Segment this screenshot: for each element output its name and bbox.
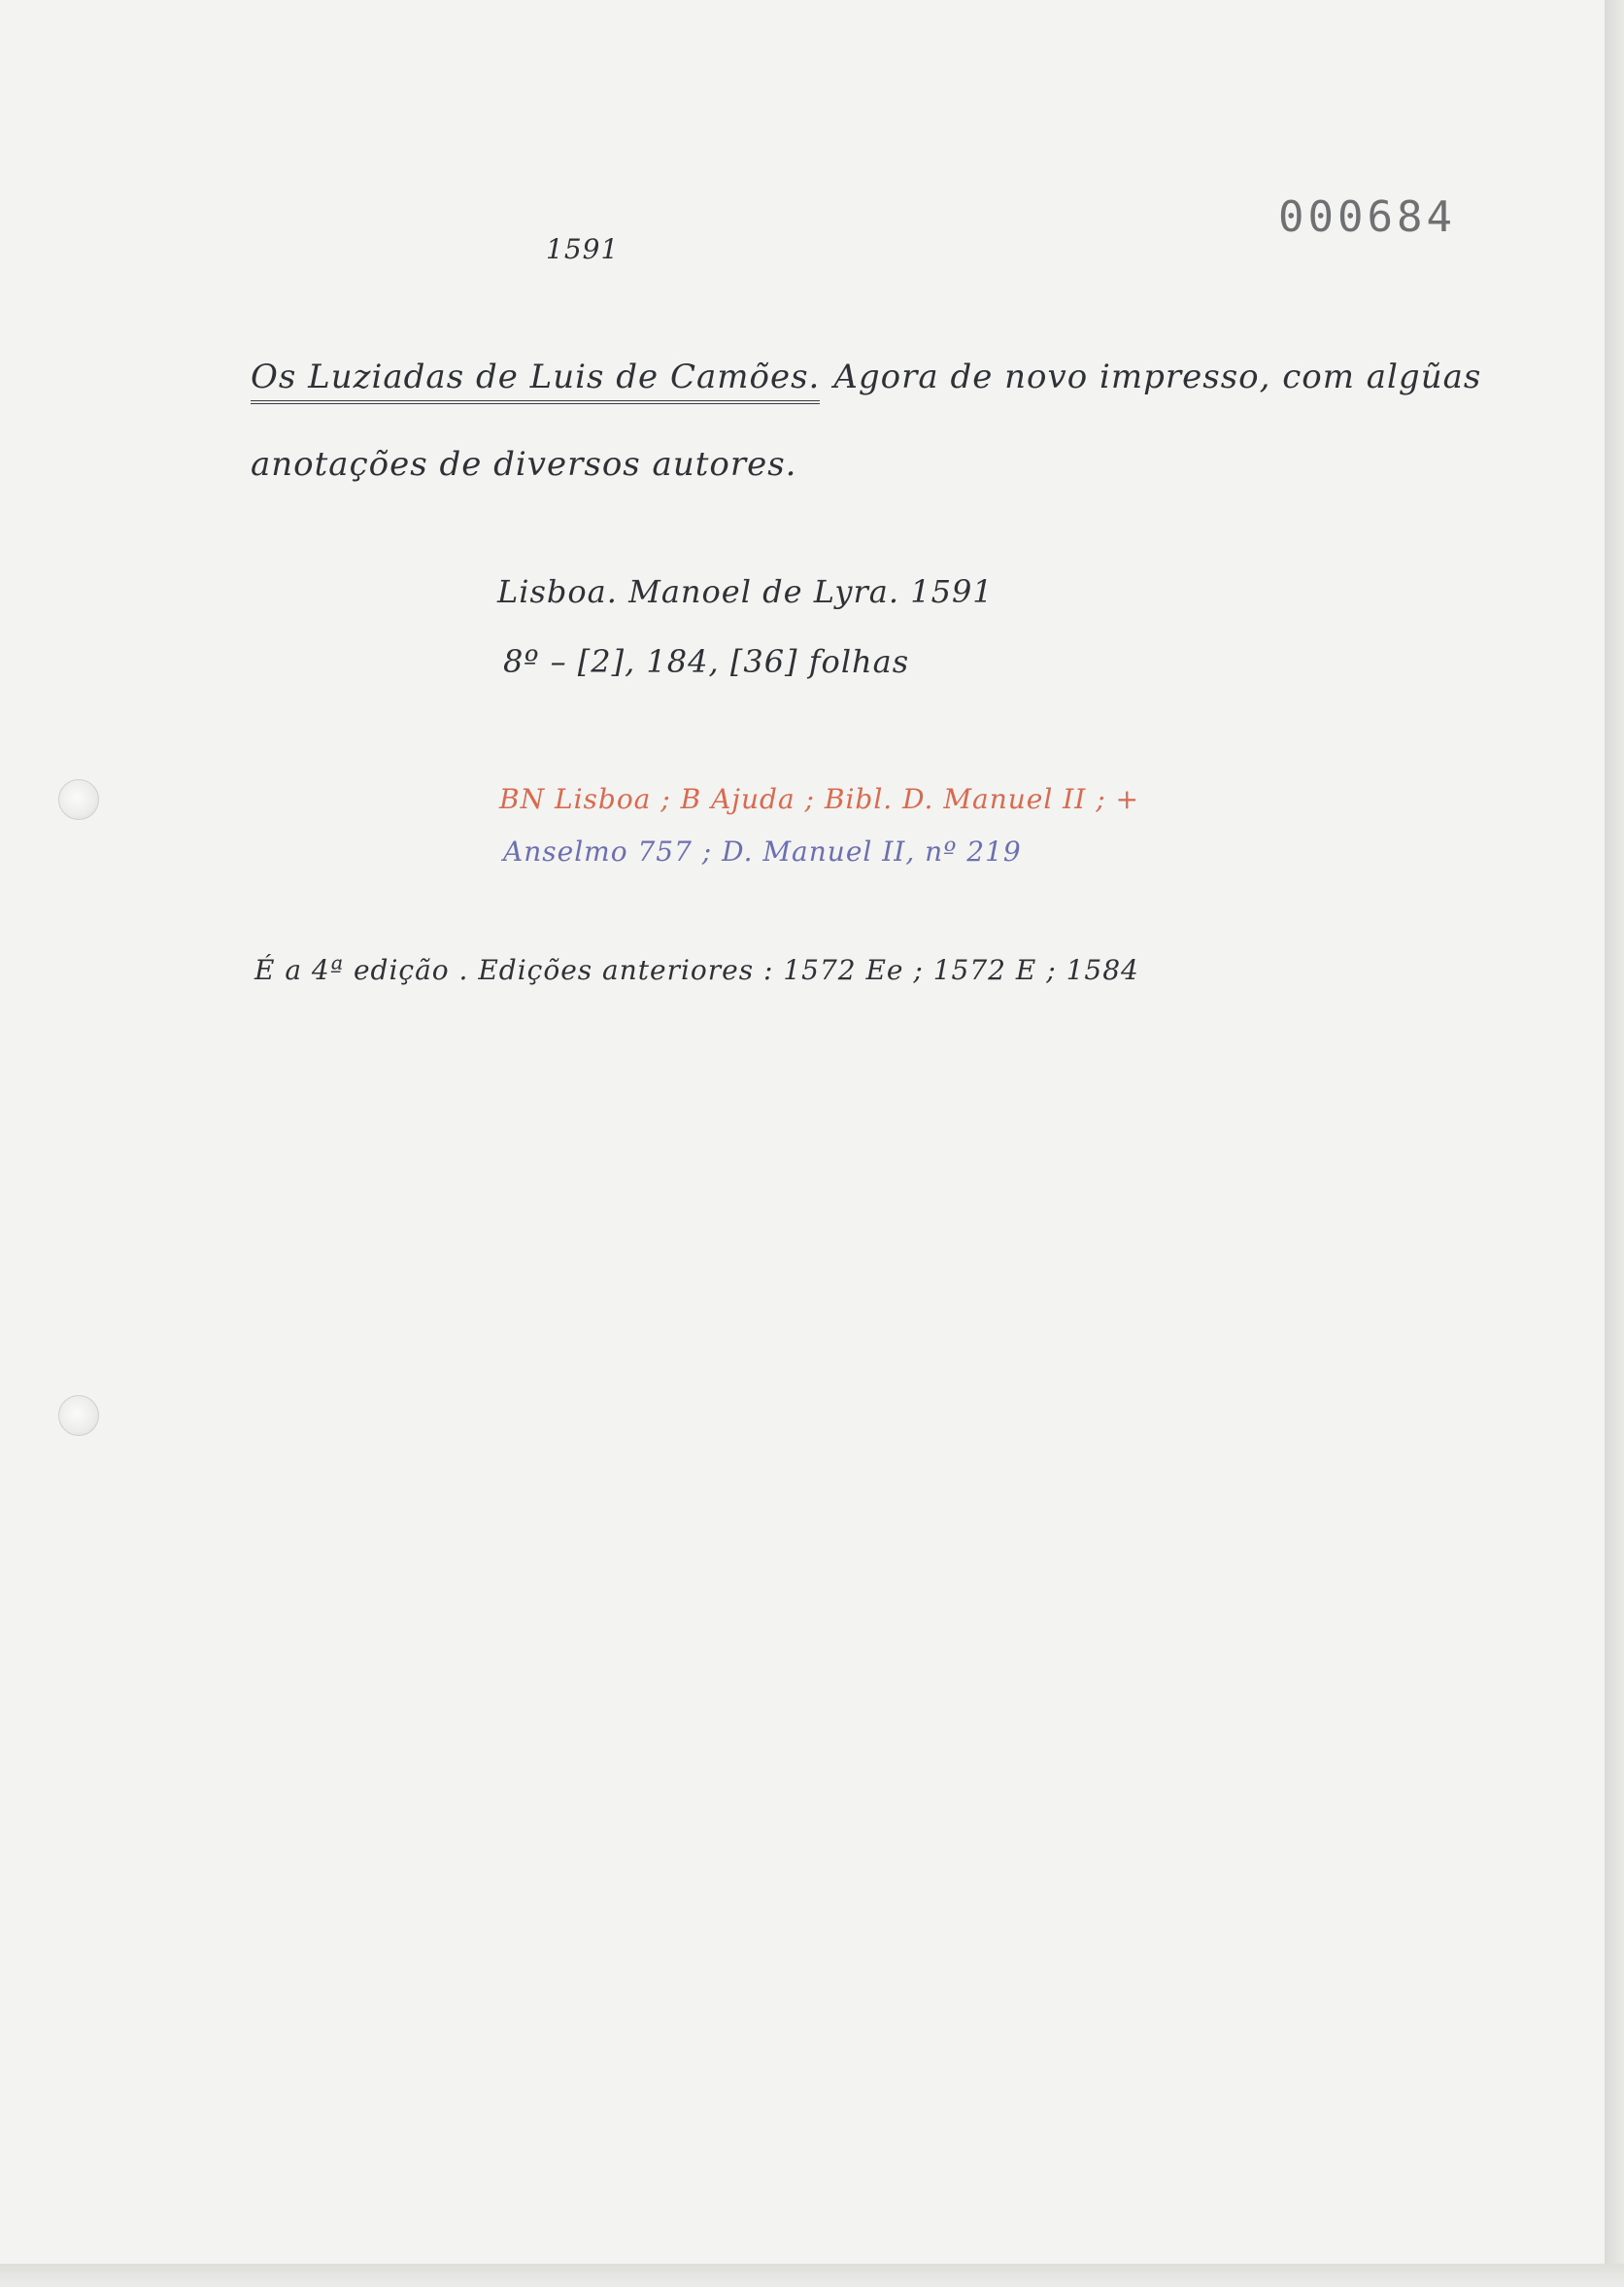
punch-hole-top [58,779,99,820]
collation: 8º – [2], 184, [36] folhas [503,643,910,680]
stamp-number: 000684 [1278,192,1456,242]
scan-edge-right [1605,0,1624,2287]
edition-note: É a 4ª edição . Edições anteriores : 1572 Ee ; 1572 E ; 1584 [254,954,1139,986]
scan-edge-bottom [0,2264,1624,2287]
holdings-blue: Anselmo 757 ; D. Manuel II, nº 219 [503,836,1022,868]
holdings-red: BN Lisboa ; B Ajuda ; Bibl. D. Manuel II ; + [499,783,1140,815]
imprint: Lisboa. Manoel de Lyra. 1591 [497,573,994,610]
title-main: Os Luziadas de Luis de Camões. [251,358,820,404]
title-line [251,358,1481,404]
title-continuation: Agora de novo impresso, com algũas [833,358,1482,396]
year-heading: 1591 [546,233,620,265]
title-line-2: anotações de diversos autores. [251,445,797,484]
punch-hole-bottom [58,1395,99,1436]
